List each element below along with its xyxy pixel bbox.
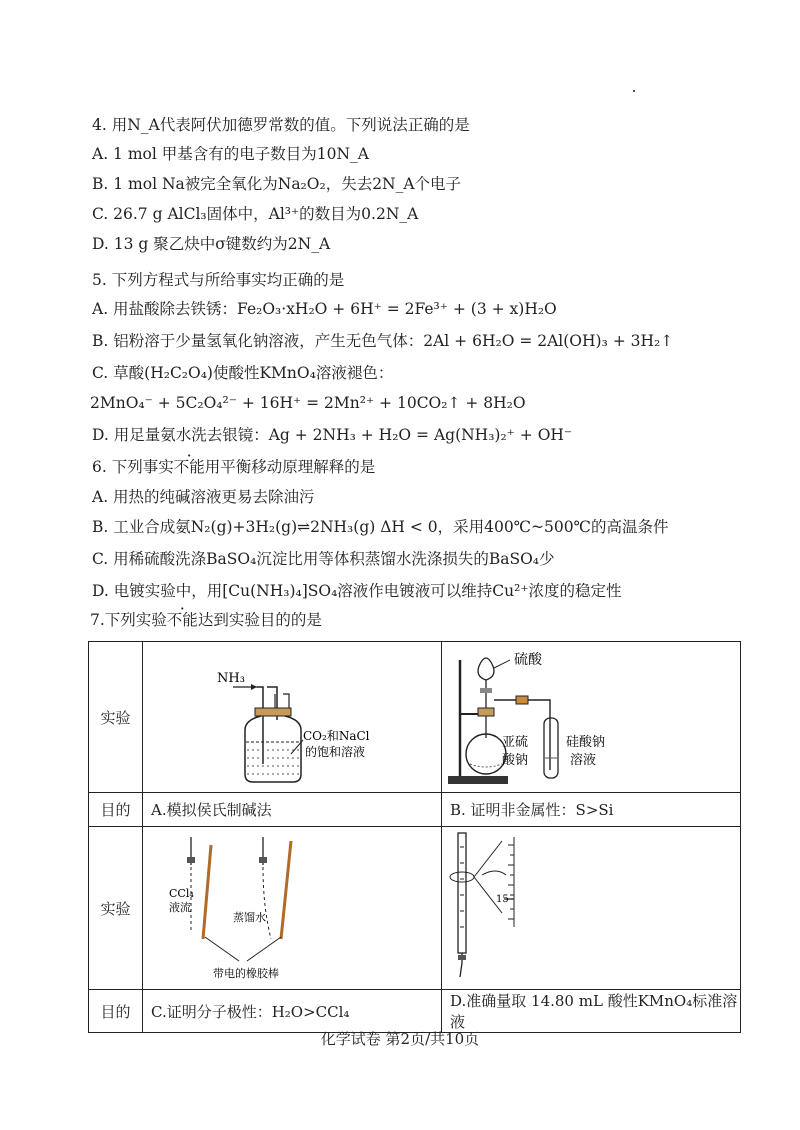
figure-b-cell	[442, 642, 741, 793]
q7-stem-post: 达到实验目的的是	[197, 611, 322, 629]
experiment-table	[88, 641, 741, 1033]
fig-d-scale-label: 15	[496, 894, 509, 905]
fig-d-burette	[458, 833, 466, 953]
aim-b: B. 证明非金属性：S>Si	[442, 793, 741, 827]
row-label-aim-1: 目的	[89, 793, 143, 827]
fig-c-rod-label: 带电的橡胶棒	[213, 967, 279, 980]
burette-reading-diagram	[442, 827, 740, 985]
fig-d-meniscus-ring	[450, 872, 474, 882]
fig-b-round-flask	[466, 734, 506, 774]
fig-c-water-label: 蒸馏水	[233, 911, 266, 924]
q5-option-c-equation: 2MnO₄⁻ + 5C₂O₄²⁻ + 16H⁺ = 2Mn²⁺ + 10CO₂↑ + 8H₂O	[90, 394, 526, 412]
aim-a: A.模拟侯氏制碱法	[143, 793, 442, 827]
fig-b-separatory-funnel	[478, 658, 494, 680]
fig-b-test-tube	[544, 718, 558, 778]
q5-option-b: B. 铝粉溶于少量氢氧化钠溶液，产生无色气体：2Al + 6H₂O = 2Al(OH)₃ + 3H₂↑	[92, 332, 674, 350]
q4-option-d: D. 13 g 聚乙炔中σ键数约为2N_A	[92, 235, 331, 253]
aim-d: D.准确量取 14.80 mL 酸性KMnO₄标准溶液	[442, 990, 741, 1033]
fig-c-rod-left	[203, 845, 211, 939]
q5-option-a: A. 用盐酸除去铁锈：Fe₂O₃·xH₂O + 6H⁺ = 2Fe³⁺ + (3 + x)H₂O	[92, 300, 557, 318]
q4-stem: 4. 用N_A代表阿伏加德罗常数的值。下列说法正确的是	[92, 116, 470, 134]
fig-b-rubber-tube	[516, 696, 528, 704]
fig-c-ccl4-label-2: 液流	[169, 901, 191, 914]
q6-option-c: C. 用稀硫酸洗涤BaSO₄沉淀比用等体积蒸馏水洗涤损失的BaSO₄少	[92, 550, 555, 568]
figure-c-cell	[143, 827, 442, 990]
fig-a-stopper	[255, 708, 291, 716]
gas-washing-bottle-diagram	[143, 642, 441, 788]
row-label-experiment: 实验	[89, 642, 143, 793]
q5-stem: 5. 下列方程式与所给事实均正确的是	[92, 271, 345, 289]
q6-option-a: A. 用热的纯碱溶液更易去除油污	[92, 488, 315, 506]
q4-option-b: B. 1 mol Na被完全氧化为Na₂O₂，失去2N_A个电子	[92, 175, 462, 193]
q7-stem-emphasis: 不能	[166, 611, 198, 629]
figure-a-cell	[143, 642, 442, 793]
liquid-stream-deflection-diagram	[143, 827, 441, 985]
fig-c-rod-right	[281, 841, 291, 939]
figure-d-cell	[442, 827, 741, 990]
scan-dot	[633, 90, 635, 92]
fig-c-ccl4-label-1: CCl₄	[169, 887, 194, 900]
q6-option-b: B. 工业合成氨N₂(g)+3H₂(g)⇌2NH₃(g) ΔH < 0，采用400℃~500℃的高温条件	[92, 518, 669, 536]
acid-salt-reaction-apparatus	[442, 642, 740, 788]
fig-b-acid-label: 硫酸	[514, 652, 542, 668]
q6-stem	[92, 456, 375, 478]
q5-option-c: C. 草酸(H₂C₂O₄)使酸性KMnO₄溶液褪色：	[92, 364, 394, 382]
page-footer: 化学试卷 第2页/共10页	[320, 1030, 480, 1048]
fig-b-salt-label-2: 酸钠	[502, 753, 529, 768]
aim-c: C.证明分子极性：H₂O>CCl₄	[143, 990, 442, 1033]
fig-b-salt-label-1: 亚硫	[502, 735, 529, 750]
fig-b-solution-label-1: 硅酸钠	[566, 735, 606, 750]
fig-a-solution-label-1: CO₂和NaCl	[303, 729, 370, 743]
q6-stem-pre: 6. 下列事实	[92, 458, 174, 476]
q5-option-d: D. 用足量氨水洗去银镜：Ag + 2NH₃ + H₂O = Ag(NH₃)₂⁺ + OH⁻	[92, 426, 573, 444]
q6-stem-post: 用平衡移动原理解释的是	[204, 458, 376, 476]
q7-stem	[90, 609, 322, 631]
q7-stem-pre: 7.下列实验	[90, 611, 167, 629]
fig-a-solution-label-2: 的饱和溶液	[305, 745, 366, 759]
q4-option-a: A. 1 mol 甲基含有的电子数目为10N_A	[92, 145, 369, 163]
row-label-aim-2: 目的	[89, 990, 143, 1033]
fig-a-gas-label: NH₃	[217, 671, 245, 686]
fig-a-bottle	[245, 716, 301, 782]
q6-option-d: D. 电镀实验中，用[Cu(NH₃)₄]SO₄溶液作电镀液可以维持Cu²⁺浓度的稳定性	[92, 582, 622, 600]
q4-option-c: C. 26.7 g AlCl₃固体中，Al³⁺的数目为0.2N_A	[92, 205, 419, 223]
fig-b-solution-label-2: 溶液	[570, 753, 597, 768]
q6-stem-emphasis: 不能	[173, 458, 205, 476]
row-label-experiment-2: 实验	[89, 827, 143, 990]
